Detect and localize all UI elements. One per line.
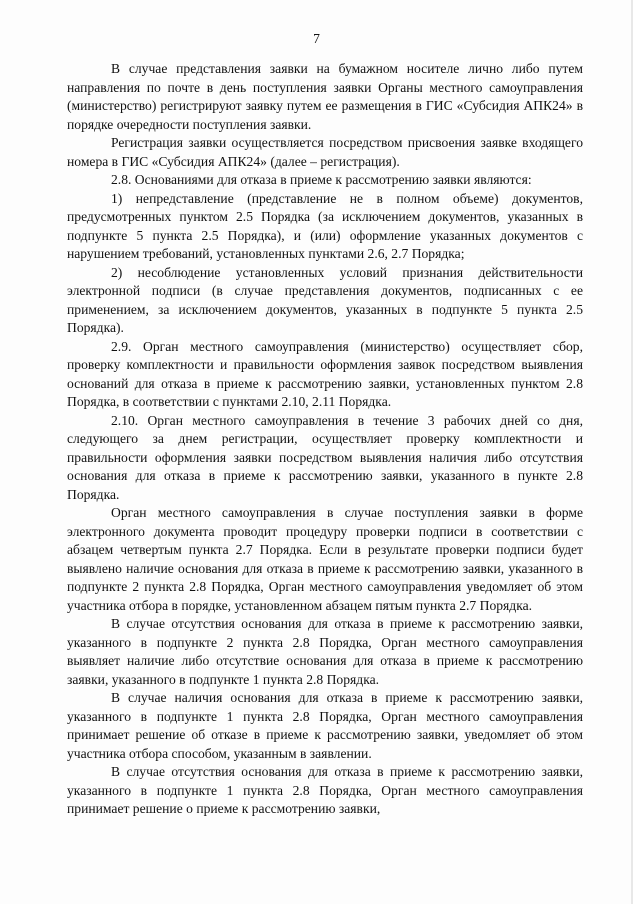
paragraph-paper-submission: В случае представления заявки на бумажном носителе лично либо путем направления по почте в день поступления заявки Органы местного самоуправления (министерство) регистрируют заявку путем ее размещения в ГИС «Субсидия АПК24» в порядке очередности поступления заявки. (67, 61, 583, 132)
document-body (67, 60, 583, 819)
paragraph-no-ground-subitem-2: В случае отсутствия основания для отказа в приеме к рассмотрению заявки, указанного в подпункте 2 пункта 2.8 Порядка, Орган местного самоуправления выявляет наличие либо отсутствие основания для отказа в приеме к рассмотрению заявки, указанного в подпункте 1 пункта 2.8 Порядка. (67, 616, 583, 687)
paragraph-electronic-signature-check: Орган местного самоуправления в случае поступления заявки в форме электронного документа проводит процедуру проверки подписи в соответствии с абзацем четвертым пункта 2.7 Порядка. Если в результате проверки подписи будет выявлено наличие основания для отказа в приеме к рассмотрению заявки, указанного в подпункте 2 пункта 2.8 Порядка, Орган местного самоуправления уведомляет об этом участника отбора в порядке, установленном абзацем пятым пункта 2.7 Порядка. (67, 505, 583, 613)
page-number: 7 (313, 31, 320, 46)
paragraph-2-8-item-2: 2) несоблюдение установленных условий признания действительности электронной подписи (в случае представления документов, подписанных с ее применением, за исключением документов, указанных в подпункте 5 пункта 2.5 Порядка). (67, 264, 583, 335)
paragraph-ground-subitem-1: В случае наличия основания для отказа в приеме к рассмотрению заявки, указанного в подпункте 1 пункта 2.8 Порядка, Орган местного самоуправления принимает решение об отказе в приеме к рассмотрению заявки, уведомляет об этом участника отбора способом, указанным в заявлении. (67, 690, 583, 761)
paragraph-2-8: 2.8. Основаниями для отказа в приеме к рассмотрению заявки являются: (111, 172, 532, 187)
paragraph-2-8-item-1: 1) непредставление (представление не в полном объеме) документов, предусмотренных пунктом 2.5 Порядка (за исключением документов, указанных в подпункте 5 пункта 2.5 Порядка), и (или) оформление указанных документов с нарушением требований, установленных пунктами 2.6, 2.7 Порядка; (67, 190, 583, 261)
paragraph-2-9: 2.9. Орган местного самоуправления (министерство) осуществляет сбор, проверку комплектности и правильности оформления заявок посредством выявления оснований для отказа в приеме к рассмотрению заявки, установленных пунктом 2.8 Порядка, в соответствии с пунктами 2.10, 2.11 Порядка. (67, 338, 583, 409)
paragraph-registration: Регистрация заявки осуществляется посредством присвоения заявке входящего номера в ГИС «Субсидия АПК24» (далее – регистрация). (67, 135, 583, 169)
paragraph-2-10: 2.10. Орган местного самоуправления в течение 3 рабочих дней со дня, следующего за днем регистрации, осуществляет проверку комплектности и правильности оформления заявки посредством выявления наличия либо отсутствия основания для отказа в приеме к рассмотрению заявки, указанного в пункте 2.8 Порядка. (67, 412, 583, 502)
paragraph-no-ground-subitem-1: В случае отсутствия основания для отказа в приеме к рассмотрению заявки, указанного в подпункте 1 пункта 2.8 Порядка, Орган местного самоуправления принимает решение о приеме к рассмотрению заявки, (67, 764, 583, 816)
